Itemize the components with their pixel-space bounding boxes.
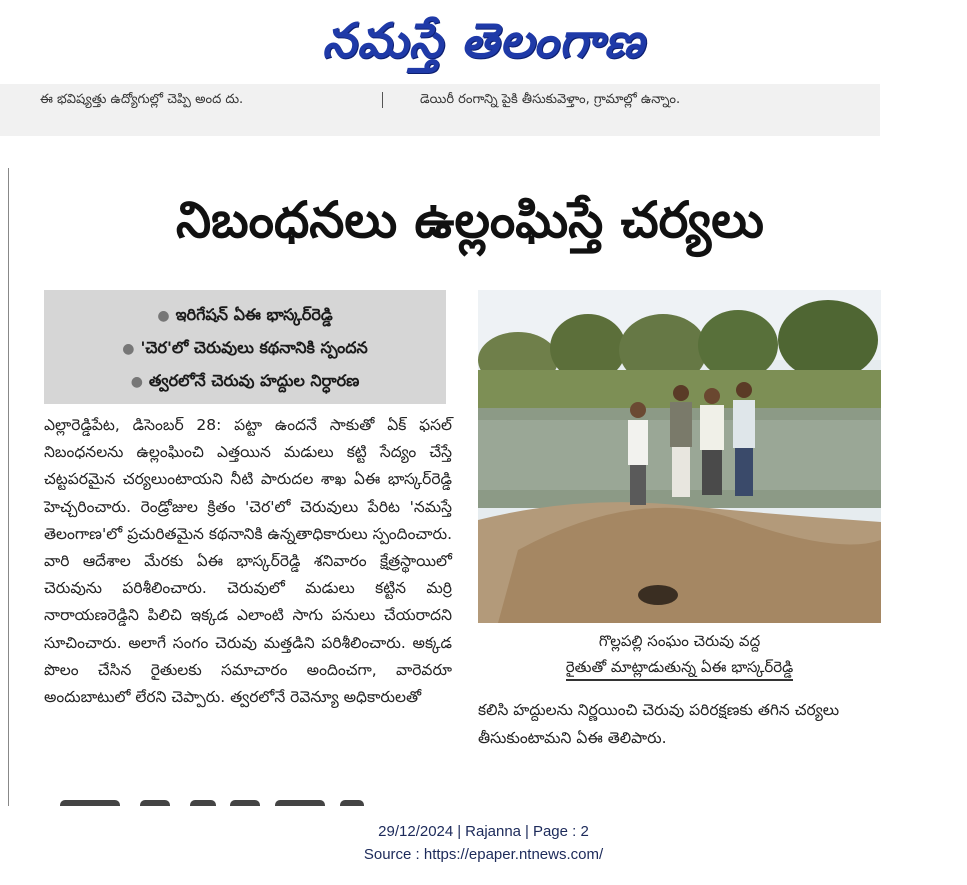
highlight-item: ● 'చెర'లో చెరువులు కథనానికి స్పందన xyxy=(122,338,368,357)
highlights-box xyxy=(44,290,446,404)
article-headline: నిబంధనలు ఉల్లంఘిస్తే చర్యలు xyxy=(176,191,764,249)
masthead xyxy=(0,0,967,82)
source-link[interactable]: Source : https://epaper.ntnews.com/ xyxy=(363,846,604,863)
column-divider xyxy=(382,92,383,108)
left-border-rule xyxy=(8,168,9,806)
next-article-cutoff xyxy=(0,786,967,806)
article-photo xyxy=(478,290,881,623)
photo-caption xyxy=(478,628,881,681)
edition-info: 29/12/2024 | Rajanna | Page : 2 xyxy=(378,823,589,840)
article-body-column-2 xyxy=(478,696,888,752)
article-paragraph: కలిసి హద్దులను నిర్ణయించి చెరువు పరిరక్షణకు తగిన చర్యలు తీసుకుంటామని ఏఈ తెలిపారు. xyxy=(478,701,840,747)
bullet-icon: ● xyxy=(157,308,170,324)
edition-name: Rajanna xyxy=(465,823,522,840)
previous-article-left-text: ఈ భవిష్యత్తు ఉద్యోగుల్లో చెప్పి అంద దు. xyxy=(40,92,244,107)
previous-article-right-text: డెయిరీ రంగాన్ని పైకి తీసుకువెళ్తాం, గ్రామాల్లో ఉన్నాం. xyxy=(420,92,681,107)
highlight-item: ● ఇరిగేషన్ ఏఈ భాస్కర్‌రెడ్డి xyxy=(157,305,333,324)
page-number: Page : 2 xyxy=(532,823,589,840)
article-paragraph: ఎల్లారెడ్డిపేట, డిసెంబర్ 28: పట్టా ఉందనే సాకుతో ఏక్ ఫసల్ నిబంధనలను ఉల్లంఘించి ఎత్తయిన మడులు కట్టి సేద్యం చేస్తే చట్టపరమైన చర్యలుంటాయని నీటి పారుదల శాఖ ఏఈ భాస్కర్‌రెడ్డి హెచ్చరించారు. రెండ్రోజుల క్రితం 'చెర'లో చెరువులు పేరిట 'నమస్తే తెలంగాణ'లో ప్రచురితమైన కథనానికి ఉన్నతాధికారులు స్పందించారు. వారి ఆదేశాల మేరకు ఏఈ భాస్కర్‌రెడ్డి శనివారం క్షేత్రస్థాయిలో చెరువును పరిశీలించారు. చెరువులో మడులు కట్టిన మర్రి నారాయణరెడ్డిని పిలిచి ఇక్కడ ఎలాంటి సాగు పనులు చేయరాదని సూచించారు. అలాగే సంగం చెరువు మత్తడిని పరిశీలించారు. అక్కడ పొలం చేసిన రైతులకు సమాచారం అందించగా, వారెవరూ అందుబాటులో లేరని చెప్పారు. త్వరలోనే రెవెన్యూ అధికారులతో xyxy=(44,416,452,707)
highlight-item: ● త్వరలోనే చెరువు హద్దుల నిర్ధారణ xyxy=(130,371,360,390)
article-body-column-1 xyxy=(44,412,452,711)
newspaper-logo: నమస్తే తెలంగాణ xyxy=(322,13,645,69)
caption-line-2: రైతుతో మాట్లాడుతున్న ఏఈ భాస్కర్‌రెడ్డి xyxy=(566,655,794,681)
previous-article-strip xyxy=(0,84,880,136)
caption-line-1: గొల్లపల్లి సంఘం చెరువు వద్ద xyxy=(598,632,761,650)
page-footer xyxy=(0,820,967,866)
bullet-icon: ● xyxy=(122,341,135,357)
bullet-icon: ● xyxy=(130,374,143,390)
edition-date: 29/12/2024 xyxy=(378,823,454,840)
